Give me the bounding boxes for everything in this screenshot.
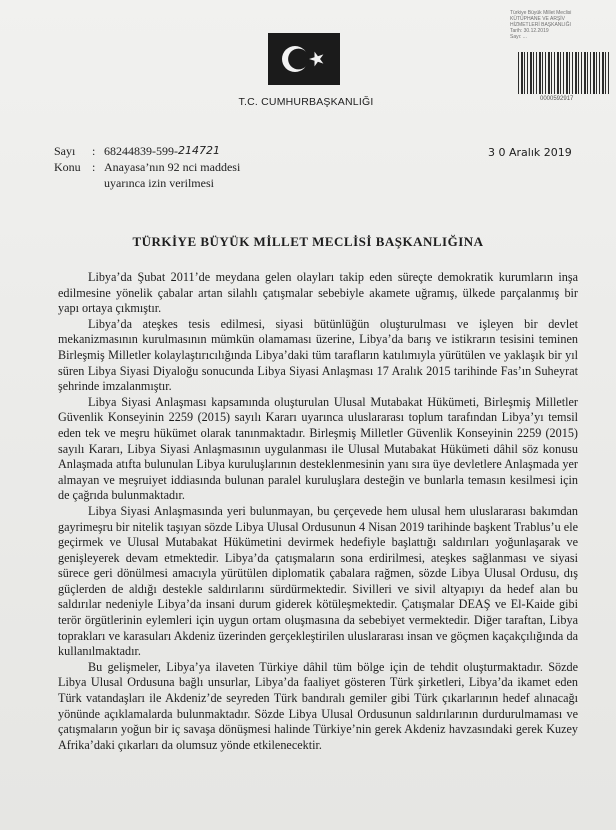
stamp-line: HİZMETLERİ BAŞKANLIĞI xyxy=(510,22,571,28)
letter-body xyxy=(58,270,578,753)
archive-stamp xyxy=(510,10,610,40)
paragraph: Bu gelişmeler, Libya’ya ilaveten Türkiye dâhil tüm bölge için de tehdit oluşturmaktadır. Sözde Libya Ulusal Ordusuna bağlı unsurlar, Libya’da faaliyet gösteren Türk şirketleri, Libya’da ikamet eden Türk vatandaşları ile Akdeniz’de seyreden Türk bandıralı gemiler gibi Türk çıkarlarının hedef alınacağı yönünde açıklamalarda bulunmaktadır. Sözde Libya Ulusal Ordusunun saldırılarının durdurulmaması ve çatışmaların yoğun bir iç savaşa dönüşmesi halinde Türkiye’nin gerek Akdeniz havzasındaki gerek Kuzey Afrika’daki çıkarları da olumsuz yönde etkilenecektir. xyxy=(58,659,578,752)
barcode-number: 0000592917 xyxy=(540,96,574,102)
stamp-line: Türkiye Büyük Millet Meclisi xyxy=(510,10,572,16)
paragraph: Libya Siyasi Anlaşması kapsamında oluşturulan Ulusal Mutabakat Hükümeti, Birleşmiş Milletler Güvenlik Konseyinin 2259 (2015) sayılı Kararı uyarınca uluslararası toplum tarafından Libya’yı temsil eden tek ve meşru hükümet olarak tanınmaktadır. Birleşmiş Milletler Güvenlik Konseyinin 2259 (2015) sayılı Kararı, Libya Siyasi Anlaşmasının uygulanması ile Ulusal Mutabakat Hükümeti dâhil söz konusu Anlaşmada atıfta bulunulan Libya kuruluşlarının desteklenmesinin yanı sıra üye devletlere Anlaşmada yer almayan ve meşruiyet iddiasında bulunan paralel kuruluşlara desteğin ve bunlarla temasın kesilmesi için de çağrıda bulunmaktadır. xyxy=(58,394,578,503)
sayi-handwritten: 214721 xyxy=(178,144,220,157)
separator: : xyxy=(92,144,96,158)
konu-label: Konu xyxy=(54,160,81,174)
crescent-star-icon xyxy=(268,33,340,85)
konu-row-2 xyxy=(54,175,240,191)
konu-row xyxy=(54,159,240,175)
stamp-line: Sayı: ... xyxy=(510,34,527,40)
paragraph: Libya Siyasi Anlaşmasında yeri bulunmayan, bu çerçevede hem ulusal hem uluslararası bakımdan gayrimeşru bir nitelik taşıyan sözde Libya Ulusal Ordusunun 4 Nisan 2019 tarihinde başkent Trablus’u ele geçirmek ve Ulusal Mutabakat Hükümetini devirmek hedefiyle başlattığı saldırıları yoğunlaşarak ve genişleyerek devam etmektedir. Libya’da çatışmaların sona erdirilmesi, ateşkes sağlanması ve siyasi sürece geri dönülmesi amacıyla yürütülen diplomatik çabalara rağmen, sözde Libya Ulusal Ordusu, dış güçlerden de aldığı destekle saldırılarını sürdürmektedir. Sivilleri ve sivil altyapıyı da hedef alan bu saldırılar nedeniyle Libya’da insani durum giderek kötüleşmektedir. Çatışmalar DEAŞ ve El-Kaide gibi terör örgütlerinin eylemleri için uygun ortam oluşmasına da sebebiyet vermektedir. Diğer taraftan, Libya toprakları ve karasuları Akdeniz üzerinden gerçekleştirilen uluslararası insan ve göçmen kaçakçılığında da kullanılmaktadır. xyxy=(58,503,578,659)
date-handwritten: 3 0 Aralık 2019 xyxy=(488,146,572,159)
document-date xyxy=(488,145,572,160)
turkish-flag-emblem xyxy=(268,33,340,85)
sayi-label: Sayı xyxy=(54,144,76,158)
stamp-line: KÜTÜPHANE VE ARŞİV xyxy=(510,16,566,22)
paragraph: Libya’da ateşkes tesis edilmesi, siyasi bütünlüğün oluşturulması ve işleyen bir devlet mekanizmasının kurulmasının mümkün olamaması üzerine, Libya’da barış ve istikrarın tesisini teminen Birleşmiş Milletler kolaylaştırıcılığında Libya’daki tüm tarafların katılımıyla yürütülen ve yaklaşık bir yıl süren Libya Siyasi Diyaloğu sonucunda Libya Siyasi Anlaşması 17 Aralık 2015 tarihinde Fas’ın Suheyrat şehrinde imzalanmıştır. xyxy=(58,316,578,394)
separator: : xyxy=(92,160,96,174)
addressee-heading: TÜRKİYE BÜYÜK MİLLET MECLİSİ BAŞKANLIĞINA xyxy=(132,234,484,249)
sayi-row xyxy=(54,143,240,159)
sayi-value: 68244839-599- xyxy=(104,144,178,158)
paragraph: Libya’da Şubat 2011’de meydana gelen olayları takip eden süreçte demokratik kurumların inşa edilmesine yönelik çabalar artan silahlı çatışmalar sebebiyle akamete uğramış, ülkede parçalanmış bir yapı ortaya çıkmıştır. xyxy=(58,270,578,316)
presidency-title: T.C. CUMHURBAŞKANLIĞI xyxy=(238,96,374,108)
konu-line-1: Anayasa’nın 92 nci maddesi xyxy=(104,160,241,174)
document-meta xyxy=(54,143,240,191)
stamp-line: Tarih: 30.12.2019 xyxy=(510,28,549,34)
barcode xyxy=(518,52,610,94)
konu-line-2: uyarınca izin verilmesi xyxy=(104,176,214,190)
